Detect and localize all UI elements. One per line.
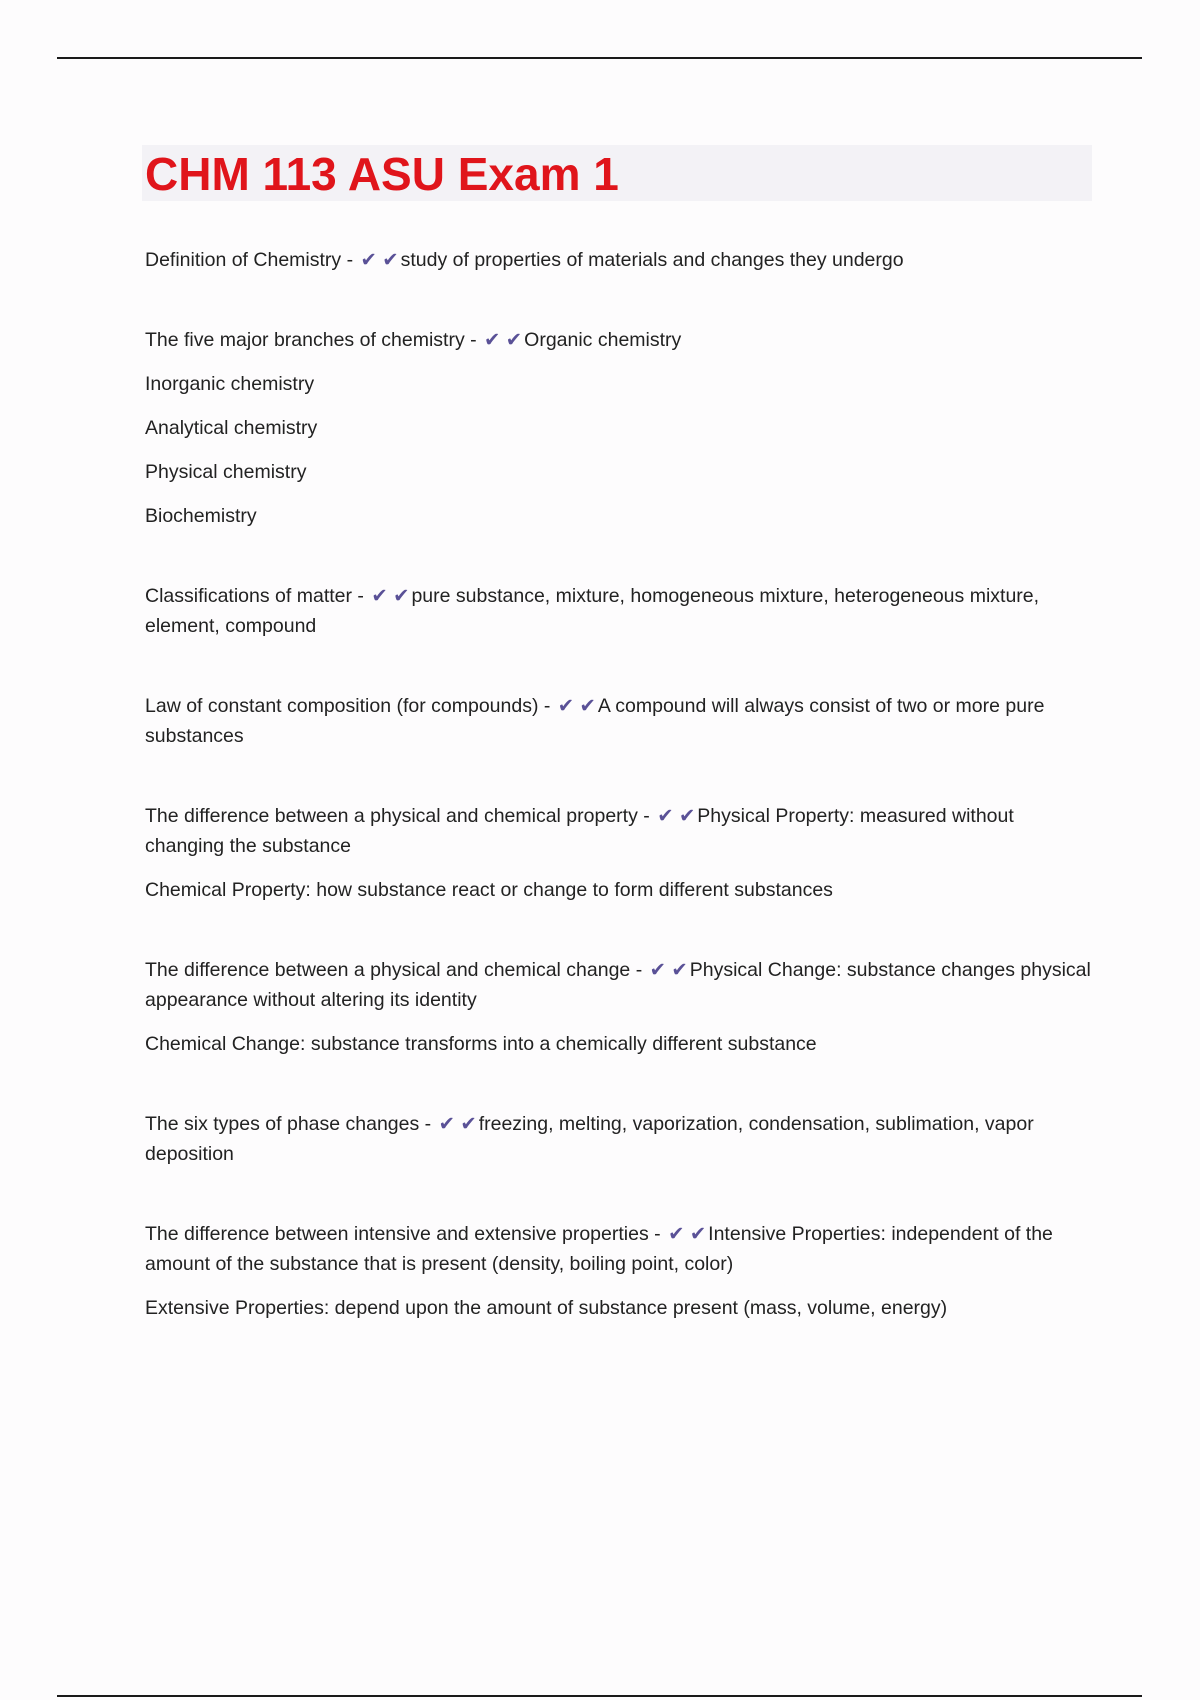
qa-answer: study of properties of materials and changes they undergo (400, 249, 904, 271)
qa-extra-line: Analytical chemistry (145, 417, 318, 439)
qa-extra-line: Chemical Change: substance transforms into a chemically different substance (145, 1033, 817, 1055)
qa-line (145, 581, 1095, 641)
qa-answer: Organic chemistry (524, 329, 682, 351)
qa-answer: Physical Change: substance changes physical appearance without altering its identity (145, 959, 1091, 1011)
page-bottom-rule (57, 1695, 1142, 1697)
qa-line (145, 691, 1095, 751)
separator: - (341, 249, 359, 271)
separator: - (464, 329, 483, 351)
qa-answer: freezing, melting, vaporization, condensation, sublimation, vapor deposition (145, 1113, 1034, 1165)
qa-line (145, 245, 1095, 275)
qa-term: Law of constant composition (for compounds) (145, 695, 539, 717)
qa-extra-line: Inorganic chemistry (145, 373, 315, 395)
check-icon: ✔ ✔ (438, 1113, 477, 1135)
page-top-rule (57, 57, 1142, 59)
check-icon: ✔ ✔ (371, 585, 410, 607)
page-title: CHM 113 ASU Exam 1 (145, 148, 619, 200)
qa-answer: Physical Property: measured without changing the substance (145, 805, 1014, 857)
qa-list (145, 245, 1095, 1373)
qa-entry (145, 1219, 1095, 1323)
qa-entry (145, 245, 1095, 275)
qa-term: The six types of phase changes (145, 1113, 420, 1135)
qa-entry (145, 581, 1095, 641)
qa-entry (145, 1109, 1095, 1169)
separator: - (538, 695, 556, 717)
separator: - (352, 585, 370, 607)
check-icon: ✔ ✔ (649, 959, 688, 981)
separator: - (637, 805, 656, 827)
qa-term: The difference between a physical and chemical change (145, 959, 631, 981)
qa-extra-line: Extensive Properties: depend upon the amount of substance present (mass, volume, energy) (145, 1297, 948, 1319)
qa-line (145, 325, 1095, 355)
qa-term: The difference between intensive and extensive properties (145, 1223, 649, 1245)
check-icon: ✔ ✔ (668, 1223, 707, 1245)
check-icon: ✔ ✔ (657, 805, 696, 827)
separator: - (648, 1223, 667, 1245)
qa-entry (145, 325, 1095, 531)
qa-line (145, 1219, 1095, 1279)
qa-line (145, 1109, 1095, 1169)
separator: - (419, 1113, 437, 1135)
qa-answer: A compound will always consist of two or more pure substances (145, 695, 1045, 747)
check-icon: ✔ ✔ (360, 249, 399, 271)
check-icon: ✔ ✔ (484, 329, 523, 351)
qa-term: Definition of Chemistry (145, 249, 342, 271)
qa-extra-line: Biochemistry (145, 505, 257, 527)
separator: - (630, 959, 648, 981)
qa-answer: pure substance, mixture, homogeneous mixture, heterogeneous mixture, element, compound (145, 585, 1040, 637)
qa-entry (145, 801, 1095, 905)
qa-term: The five major branches of chemistry (145, 329, 465, 351)
qa-extra-line: Physical chemistry (145, 461, 307, 483)
qa-entry (145, 691, 1095, 751)
qa-extra-line: Chemical Property: how substance react or change to form different substances (145, 879, 833, 901)
qa-term: Classifications of matter (145, 585, 352, 607)
qa-answer: Intensive Properties: independent of the amount of the substance that is present (density, boiling point, color) (145, 1223, 1053, 1275)
qa-entry (145, 955, 1095, 1059)
qa-line (145, 955, 1095, 1015)
qa-term: The difference between a physical and chemical property (145, 805, 638, 827)
qa-line (145, 801, 1095, 861)
check-icon: ✔ ✔ (557, 695, 596, 717)
